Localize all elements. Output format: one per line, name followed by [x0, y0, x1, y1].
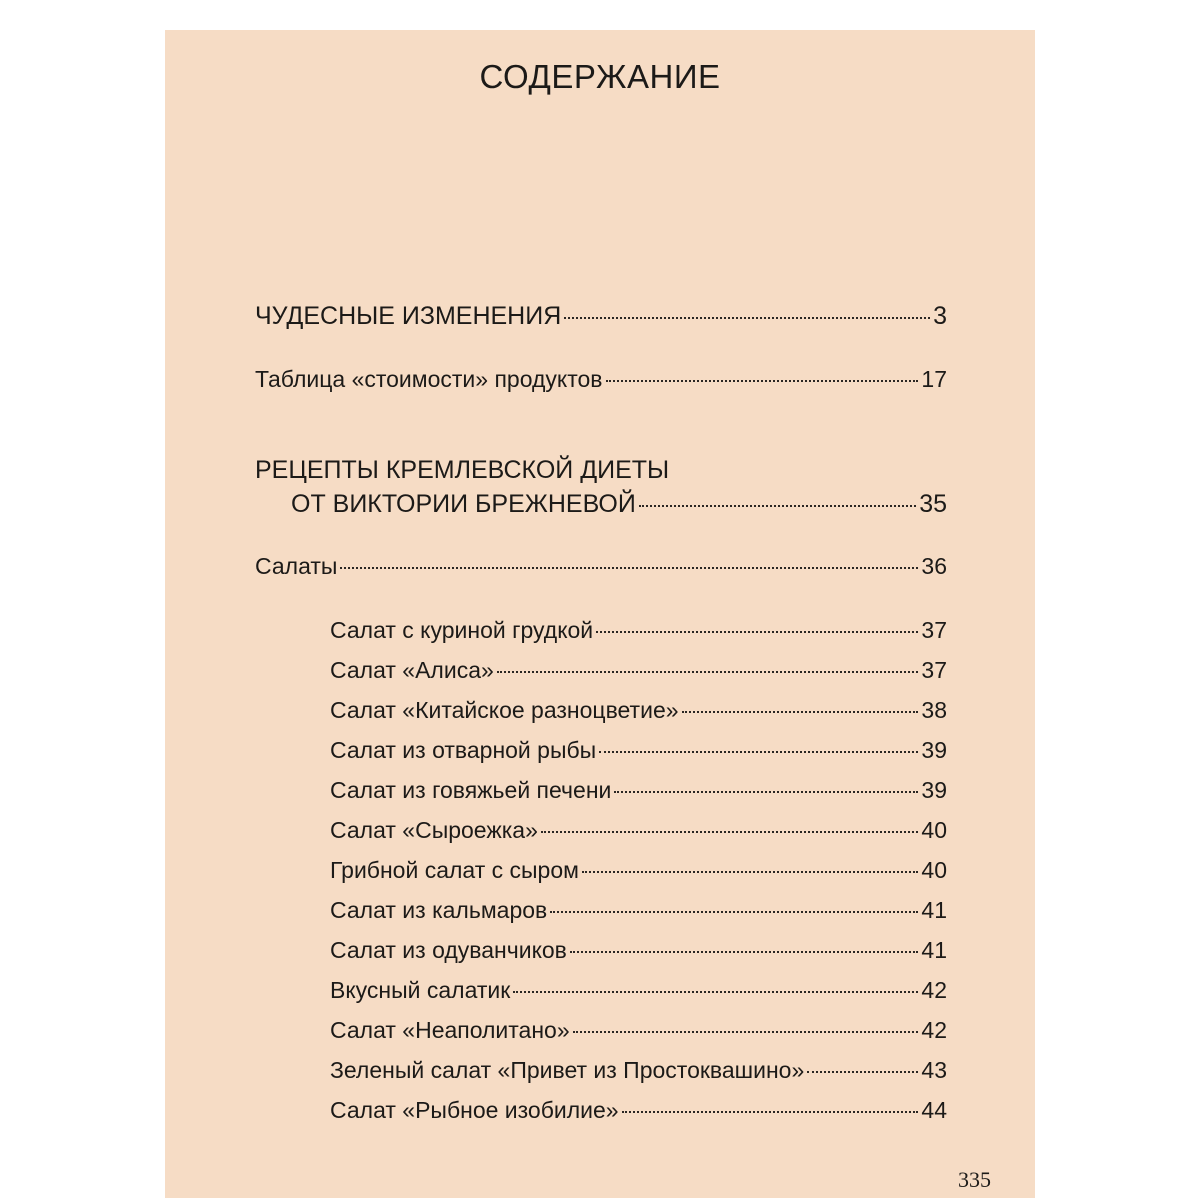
toc-entry-title: Зеленый салат «Привет из Простоквашино» [330, 1057, 805, 1083]
toc-entry-recipe [330, 817, 947, 844]
book-page [165, 30, 1035, 1198]
toc-entry-page: 39 [921, 777, 947, 803]
dot-leader [614, 791, 918, 793]
toc-entry-recipe [330, 617, 947, 644]
dot-leader [564, 317, 930, 319]
toc-section-title-line1: РЕЦЕПТЫ КРЕМЛЕВСКОЙ ДИЕТЫ [255, 456, 670, 484]
dot-leader [541, 831, 919, 833]
toc-entry-page: 41 [921, 937, 947, 963]
dot-leader [622, 1111, 919, 1113]
toc-entry-page: 38 [921, 697, 947, 723]
dot-leader [639, 505, 916, 507]
toc-entry-title: Салат «Алиса» [330, 657, 494, 683]
toc-entry-page: 37 [921, 617, 947, 643]
toc-entry-title: Грибной салат с сыром [330, 857, 579, 883]
toc-entry-title: Салат «Китайское разноцветие» [330, 697, 679, 723]
dot-leader [573, 1031, 919, 1033]
toc-entry-chudesnye-izmeneniya [255, 302, 947, 331]
toc-entry-recipe [330, 777, 947, 804]
toc-entry-page: 40 [921, 857, 947, 883]
toc-entry-recipe [330, 1097, 947, 1124]
toc-entry-recipe [330, 1017, 947, 1044]
page-title: СОДЕРЖАНИЕ [479, 58, 721, 95]
toc-entry-salaty [255, 553, 947, 580]
dot-leader [599, 751, 918, 753]
dot-leader [606, 380, 919, 382]
dot-leader [596, 631, 918, 633]
toc-entry-page: 42 [921, 977, 947, 1003]
toc-entry-retsepty [291, 490, 947, 519]
toc-entry-page: 42 [921, 1017, 947, 1043]
dot-leader [497, 671, 919, 673]
toc-entry-page: 3 [933, 302, 947, 330]
toc-entry-page: 40 [921, 817, 947, 843]
toc-entry-recipe [330, 897, 947, 924]
toc-entry-title: Салат с куриной грудкой [330, 617, 594, 643]
toc-entry-recipe [330, 937, 947, 964]
toc-entry-title: Салат «Сыроежка» [330, 817, 538, 843]
toc-entry-page: 39 [921, 737, 947, 763]
toc-entry-page: 43 [921, 1057, 947, 1083]
toc-entry-recipe [330, 857, 947, 884]
dot-leader [582, 871, 918, 873]
dot-leader [513, 991, 918, 993]
toc-entry-page: 17 [921, 366, 947, 392]
dot-leader [550, 911, 918, 913]
dot-leader [570, 951, 919, 953]
toc-entry-title: Салат из одуванчиков [330, 937, 567, 963]
toc-entry-recipe [330, 697, 947, 724]
toc-entry-title: Салаты [255, 553, 338, 579]
dot-leader [807, 1071, 918, 1073]
dot-leader [682, 711, 919, 713]
toc-entry-title: Вкусный салатик [330, 977, 511, 1003]
toc-entry-recipe [330, 977, 947, 1004]
page-number: 335 [958, 1167, 991, 1192]
toc-entry-title: Салат из говяжьей печени [330, 777, 612, 803]
toc-entry-page: 37 [921, 657, 947, 683]
toc-entry-page: 35 [919, 490, 947, 518]
toc-entry-recipe [330, 1057, 947, 1084]
toc-entry-page: 41 [921, 897, 947, 923]
toc-entry-title: ОТ ВИКТОРИИ БРЕЖНЕВОЙ [291, 490, 636, 518]
toc-entry-title: Салат «Неаполитано» [330, 1017, 570, 1043]
toc-entry-recipe [330, 657, 947, 684]
toc-entry-title: Салат из кальмаров [330, 897, 548, 923]
toc-entry-title: ЧУДЕСНЫЕ ИЗМЕНЕНИЯ [255, 302, 562, 330]
toc-entry-tablitsa [255, 366, 947, 393]
toc-entry-page: 44 [921, 1097, 947, 1123]
toc-entry-recipe [330, 737, 947, 764]
toc-entry-title: Салат из отварной рыбы [330, 737, 597, 763]
dot-leader [340, 567, 918, 569]
toc-entry-title: Таблица «стоимости» продуктов [255, 366, 603, 392]
toc-entry-title: Салат «Рыбное изобилие» [330, 1097, 619, 1123]
toc-entry-page: 36 [921, 553, 947, 579]
